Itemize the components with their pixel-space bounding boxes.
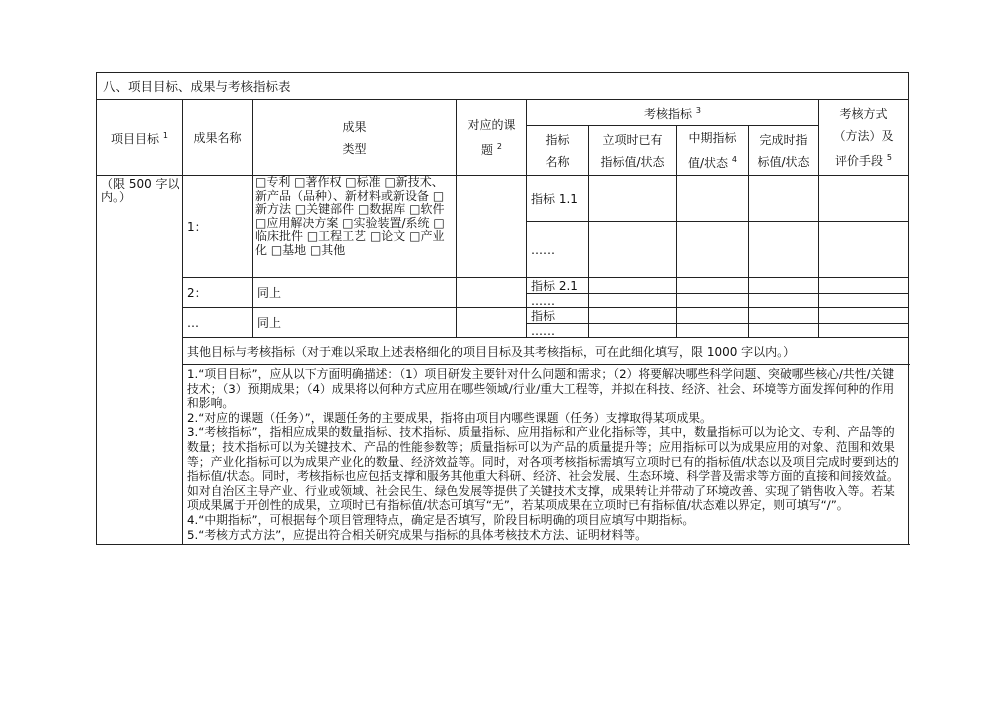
result-3-indicator-more-start[interactable] xyxy=(589,324,677,338)
result-3-task[interactable] xyxy=(457,308,527,338)
result-2-indicator-1-start[interactable] xyxy=(589,278,677,294)
result-1-indicator-1-end[interactable] xyxy=(749,176,819,222)
header-method: 考核方式 （方法）及 评价手段 $^5$ xyxy=(819,100,909,176)
result-1-name[interactable]: 1： xyxy=(183,176,253,278)
result-2-indicator-more-method[interactable] xyxy=(819,294,909,308)
result-2-indicator-1[interactable]: 指标 2.1 xyxy=(527,278,589,294)
goals-results-indicators-table xyxy=(96,72,909,545)
header-kpi: 考核指标 $^3$ xyxy=(527,100,819,126)
result-1-indicator-more[interactable]: …… xyxy=(527,222,589,278)
result-2-indicator-more[interactable]: …… xyxy=(527,294,589,308)
result-1-indicator-more-end[interactable] xyxy=(749,222,819,278)
result-1-indicator-more-start[interactable] xyxy=(589,222,677,278)
notes-block xyxy=(183,365,909,545)
result-3-types[interactable]: 同上 xyxy=(253,308,457,338)
section-title: 八、项目目标、成果与考核指标表 xyxy=(97,73,909,100)
note-4: 4.“中期指标”，可根据每个项目管理特点，确定是否填写，阶段目标明确的项目应填写中期指标。 xyxy=(187,512,695,527)
result-3-indicator-more-method[interactable] xyxy=(819,324,909,338)
result-2-indicator-more-end[interactable] xyxy=(749,294,819,308)
result-3-indicator-1-start[interactable] xyxy=(589,308,677,324)
subheader-start-value: 立项时已有 指标值/状态 xyxy=(589,126,677,176)
header-result-type: 成果 类型 xyxy=(253,100,457,176)
note-2: 2.“对应的课题（任务）”，课题任务的主要成果，指将由项目内哪些课题（任务）支撑取得某项成果。 xyxy=(187,410,712,425)
header-goal: 项目目标 $^1$ xyxy=(97,100,183,176)
result-1-indicator-1-method[interactable] xyxy=(819,176,909,222)
result-3-indicator-1-method[interactable] xyxy=(819,308,909,324)
result-1-indicator-1-mid[interactable] xyxy=(677,176,749,222)
result-3-indicator-more[interactable]: …… xyxy=(527,324,589,338)
goal-text-cell[interactable]: （限 500 字以内。） xyxy=(97,176,183,545)
note-5: 5.“考核方式方法”，应提出符合相关研究成果与指标的具体考核技术方法、证明材料等。 xyxy=(187,527,647,542)
result-2-indicator-1-end[interactable] xyxy=(749,278,819,294)
result-3-name[interactable]: … xyxy=(183,308,253,338)
other-goals-row[interactable]: 其他目标与考核指标（对于难以采取上述表格细化的项目目标及其考核指标，可在此细化填写，限 1000 字以内。） xyxy=(183,338,909,365)
result-2-task[interactable] xyxy=(457,278,527,308)
result-3-indicator-1-mid[interactable] xyxy=(677,308,749,324)
subheader-mid-value: 中期指标 值/状态 $^4$ xyxy=(677,126,749,176)
result-1-indicator-1[interactable]: 指标 1.1 xyxy=(527,176,589,222)
subheader-indicator-name: 指标 名称 xyxy=(527,126,589,176)
result-2-types[interactable]: 同上 xyxy=(253,278,457,308)
result-1-indicator-more-method[interactable] xyxy=(819,222,909,278)
subheader-end-value: 完成时指 标值/状态 xyxy=(749,126,819,176)
result-1-types[interactable]: □专利 □著作权 □标准 □新技术、新产品（品种）、新材料或新设备 □新方法 □关键部件 □数据库 □软件 □应用解决方案 □实验装置/系统 □临床批件 □工程工艺 □论文 □产业化 □基地 □其他 xyxy=(253,176,457,278)
result-2-name[interactable]: 2： xyxy=(183,278,253,308)
result-3-indicator-more-mid[interactable] xyxy=(677,324,749,338)
result-3-indicator-1[interactable]: 指标 xyxy=(527,308,589,324)
result-2-indicator-more-start[interactable] xyxy=(589,294,677,308)
result-2-indicator-1-method[interactable] xyxy=(819,278,909,294)
note-1: 1.“项目目标”，应从以下方面明确描述：（1）项目研发主要针对什么问题和需求；（2）将要解决哪些科学问题、突破哪些核心/共性/关键技术；（3）预期成果；（4）成果将以何种方式应用在哪些领域/行业/重大工程等，并拟在科技、经济、社会、环境等方面发挥何种的作用和影响。 xyxy=(187,367,895,411)
result-3-indicator-1-end[interactable] xyxy=(749,308,819,324)
note-3: 3.“考核指标”，指相应成果的数量指标、技术指标、质量指标、应用指标和产业化指标等，其中，数量指标可以为论文、专利、产品等的数量；技术指标可以为关键技术、产品的性能参数等；质量指标可以为产品的质量提升等；应用指标可以为成果应用的对象、范围和效果等；产业化指标可以为成果产业化的数量、经济效益等。同时，对各项考核指标需填写立项时已有的指标值/状态以及项目完成时要到达的指标值/状态。同时，考核指标也应包括支撑和服务其他重大科研、经济、社会发展、生态环境、科学普及需求等方面的直接和间接效益。如对自治区主导产业、行业或领域、社会民生、绿色发展等提供了关键技术支撑，成果转让并带动了环境改善、实现了销售收入等。若某项成果属于开创性的成果，立项时已有指标值/状态可填写“无”，若某项成果在立项时已有指标值/状态难以界定，则可填写“/”。 xyxy=(187,425,899,513)
header-result-name: 成果名称 xyxy=(183,100,253,176)
indicator-table-sheet xyxy=(96,72,908,545)
result-3-indicator-more-end[interactable] xyxy=(749,324,819,338)
result-1-task[interactable] xyxy=(457,176,527,278)
header-task: 对应的课 题 $^2$ xyxy=(457,100,527,176)
result-1-indicator-more-mid[interactable] xyxy=(677,222,749,278)
result-2-indicator-1-mid[interactable] xyxy=(677,278,749,294)
result-2-indicator-more-mid[interactable] xyxy=(677,294,749,308)
result-1-indicator-1-start[interactable] xyxy=(589,176,677,222)
